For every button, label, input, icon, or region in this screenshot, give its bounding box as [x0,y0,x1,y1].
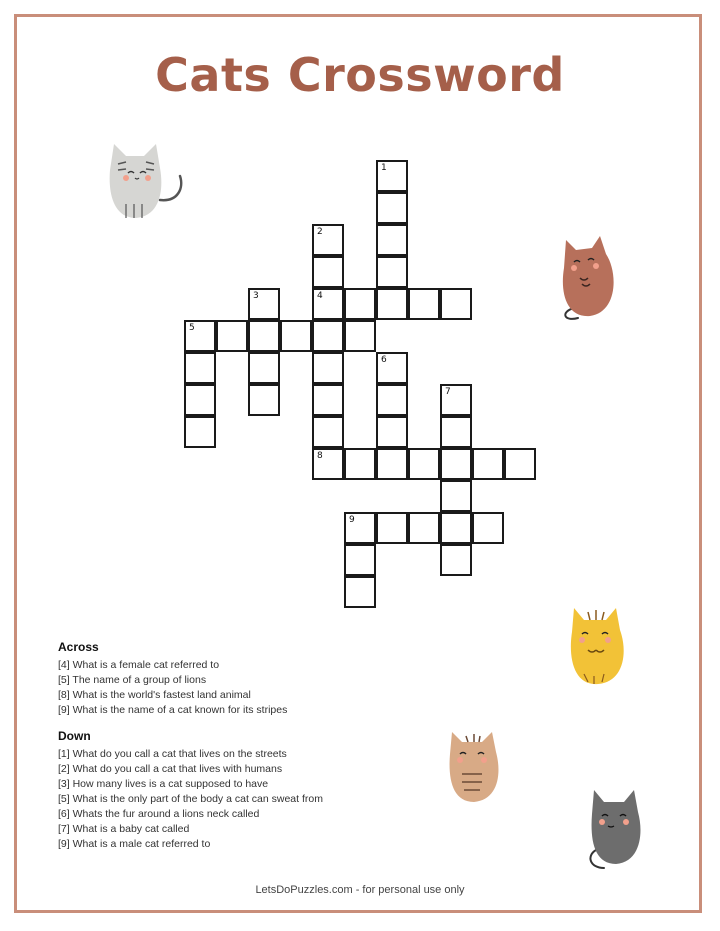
crossword-cell[interactable] [312,256,344,288]
crossword-cell[interactable] [184,320,216,352]
crossword-cell[interactable] [376,352,408,384]
crossword-cell[interactable] [248,288,280,320]
clue-down-6: [6] Whats the fur around a lions neck called [58,808,260,820]
crossword-cell[interactable] [248,352,280,384]
clue-across-5: [5] The name of a group of lions [58,674,207,686]
orange-cat-icon [562,602,638,688]
cell-number: 2 [317,227,323,237]
crossword-cell[interactable] [440,288,472,320]
clue-across-4: [4] What is a female cat referred to [58,659,220,671]
crossword-cell[interactable] [440,448,472,480]
crossword-cell[interactable] [312,384,344,416]
gray-cat-icon [104,138,190,224]
crossword-cell[interactable] [184,352,216,384]
clue-across-9: [9] What is the name of a cat known for its stripes [58,704,288,716]
crossword-cell[interactable] [312,448,344,480]
crossword-cell[interactable] [312,288,344,320]
crossword-cell[interactable] [344,288,376,320]
brown-cat-icon [556,232,626,322]
crossword-cell[interactable] [280,320,312,352]
down-clues [58,729,323,852]
crossword-cell[interactable] [504,448,536,480]
crossword-cell[interactable] [312,224,344,256]
crossword-cell[interactable] [184,384,216,416]
crossword-cell[interactable] [408,288,440,320]
crossword-cell[interactable] [376,448,408,480]
crossword-cell[interactable] [376,224,408,256]
crossword-cell[interactable] [376,416,408,448]
tan-cat-icon [444,726,510,804]
crossword-cell[interactable] [312,352,344,384]
across-clues [58,640,287,718]
crossword-cell[interactable] [440,480,472,512]
footer-credit: LetsDoPuzzles.com - for personal use only [255,884,465,896]
clue-down-7: [7] What is a baby cat called [58,823,190,835]
crossword-cell[interactable] [248,320,280,352]
crossword-cell[interactable] [184,416,216,448]
cell-number: 6 [381,355,387,365]
crossword-cell[interactable] [440,384,472,416]
down-heading: Down [58,729,91,743]
crossword-cell[interactable] [344,512,376,544]
crossword-cell[interactable] [376,512,408,544]
crossword-cell[interactable] [440,512,472,544]
clue-down-1: [1] What do you call a cat that lives on the streets [58,748,287,760]
crossword-cell[interactable] [344,576,376,608]
crossword-cell[interactable] [472,512,504,544]
cell-number: 9 [349,515,355,525]
crossword-cell[interactable] [312,320,344,352]
across-heading: Across [58,640,99,654]
crossword-cell[interactable] [440,544,472,576]
cell-number: 1 [381,163,387,173]
crossword-cell[interactable] [376,160,408,192]
crossword-cell[interactable] [472,448,504,480]
clue-across-8: [8] What is the world's fastest land animal [58,689,251,701]
crossword-cell[interactable] [344,320,376,352]
clue-down-5: [5] What is the only part of the body a cat can sweat from [58,793,323,805]
crossword-cell[interactable] [344,448,376,480]
cell-number: 5 [189,323,195,333]
clue-down-3: [3] How many lives is a cat supposed to have [58,778,269,790]
crossword-cell[interactable] [376,384,408,416]
crossword-cell[interactable] [440,416,472,448]
crossword-cell[interactable] [408,512,440,544]
cell-number: 7 [445,387,451,397]
crossword-cell[interactable] [376,256,408,288]
cell-number: 3 [253,291,259,301]
crossword-cell[interactable] [344,544,376,576]
dark-gray-cat-icon [584,784,650,870]
page-title: Cats Crossword [155,48,565,102]
cell-number: 4 [317,291,323,301]
crossword-cell[interactable] [376,288,408,320]
clue-down-2: [2] What do you call a cat that lives with humans [58,763,283,775]
cell-number: 8 [317,451,323,461]
clue-down-9: [9] What is a male cat referred to [58,838,211,850]
crossword-cell[interactable] [376,192,408,224]
crossword-cell[interactable] [248,384,280,416]
crossword-cell[interactable] [408,448,440,480]
crossword-cell[interactable] [312,416,344,448]
crossword-cell[interactable] [216,320,248,352]
